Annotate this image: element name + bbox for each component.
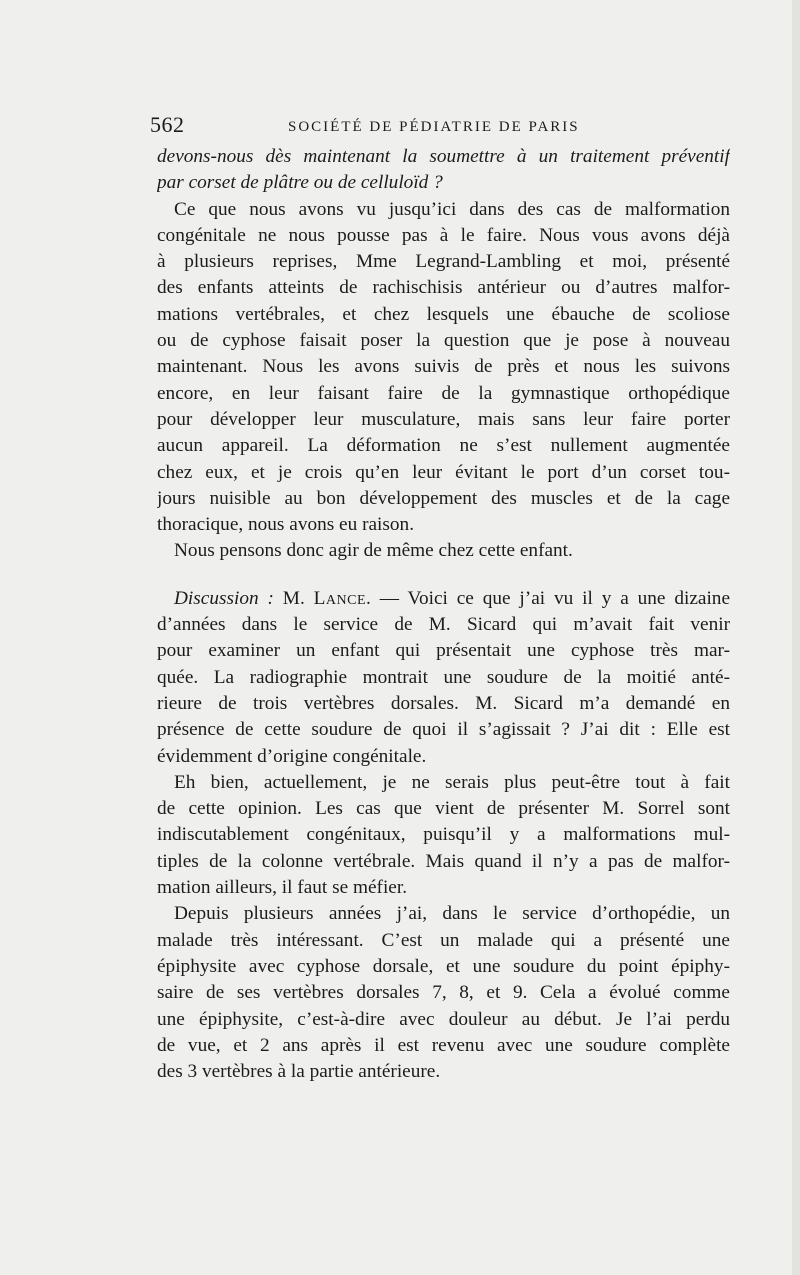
text-line: des enfants atteints de rachischisis antérieur ou d’autres malfor-: [157, 277, 730, 299]
text-line: encore, en leur faisant faire de la gymnastique orthopédique: [157, 382, 730, 404]
text-line: mations vertébrales, et chez lesquels une ébauche de scoliose: [157, 303, 730, 325]
text-line: de vue, et 2 ans après il est revenu avec une soudure complète: [157, 1034, 730, 1056]
text-line: rieure de trois vertèbres dorsales. M. Sicard m’a demandé en: [157, 692, 730, 714]
text-line: congénitale ne nous pousse pas à le faire. Nous vous avons déjà: [157, 224, 730, 246]
text-line: présence de cette soudure de quoi il s’agissait ? J’ai dit : Elle est: [157, 719, 730, 741]
page-edge: [792, 0, 800, 1275]
text-line: jours nuisible au bon développement des muscles et de la cage: [157, 487, 730, 509]
text-line: une épiphysite, c’est-à-dire avec douleur au début. Je l’ai perdu: [157, 1008, 730, 1030]
text-line: Ce que nous avons vu jusqu’ici dans des cas de malformation: [174, 198, 730, 220]
text-line: chez eux, et je crois qu’en leur évitant le port d’un corset tou-: [157, 461, 730, 483]
text-line: Eh bien, actuellement, je ne serais plus peut-être tout à fait: [174, 771, 730, 793]
text-line: saire de ses vertèbres dorsales 7, 8, et 9. Cela a évolué comme: [157, 982, 730, 1004]
discussion-heading-line: [157, 586, 730, 612]
text-line: pour développer leur musculature, mais sans leur faire porter: [157, 408, 730, 430]
text-line: pour examiner un enfant qui présentait une cyphose très mar-: [157, 640, 730, 662]
text-line: à plusieurs reprises, Mme Legrand-Lambling et moi, présenté: [157, 251, 730, 273]
text-line: épiphysite avec cyphose dorsale, et une soudure du point épiphy-: [157, 955, 730, 977]
text-line: d’années dans le service de M. Sicard qui m’avait fait venir: [157, 614, 730, 636]
text-line: indiscutablement congénitaux, puisqu’il y a malformations mul-: [157, 824, 730, 846]
text-line: ou de cyphose faisait poser la question que je pose à nouveau: [157, 330, 730, 352]
text-line: Nous pensons donc agir de même chez cette enfant.: [174, 540, 573, 562]
text-line: évidemment d’origine congénitale.: [157, 745, 427, 767]
text-line: Depuis plusieurs années j’ai, dans le service d’orthopédie, un: [174, 903, 730, 925]
page-body: [157, 144, 730, 1085]
text-line: devons-nous dès maintenant la soumettre à un traitement préventif: [157, 146, 730, 167]
speaker-name: Lance: [313, 587, 367, 609]
text-line: quée. La radiographie montrait une soudure de la moitié anté-: [157, 666, 730, 688]
text-line: aucun appareil. La déformation ne s’est nullement augmentée: [157, 435, 730, 457]
speaker-prefix: M.: [282, 587, 305, 609]
text-line: par corset de plâtre ou de celluloïd ?: [157, 172, 443, 194]
page-header: [150, 110, 730, 144]
text-line: mation ailleurs, il faut se méfier.: [157, 877, 408, 899]
discussion-text: . — Voici ce que j’ai vu il y a une dizaine: [366, 587, 730, 609]
paragraph-gap: [157, 565, 730, 586]
text-line: thoracique, nous avons eu raison.: [157, 514, 415, 536]
text-line: de cette opinion. Les cas que vient de présenter M. Sorrel sont: [157, 798, 730, 820]
text-line: maintenant. Nous les avons suivis de près et nous les suivons: [157, 356, 730, 378]
text-line: tiples de la colonne vertébrale. Mais quand il n’y a pas de malfor-: [157, 850, 730, 872]
running-title: SOCIÉTÉ DE PÉDIATRIE DE PARIS: [288, 119, 580, 135]
discussion-label: Discussion :: [174, 587, 274, 609]
page-number: 562: [150, 112, 185, 137]
text-line: malade très intéressant. C’est un malade qui a présenté une: [157, 929, 730, 951]
text-line: des 3 vertèbres à la partie antérieure.: [157, 1061, 441, 1083]
